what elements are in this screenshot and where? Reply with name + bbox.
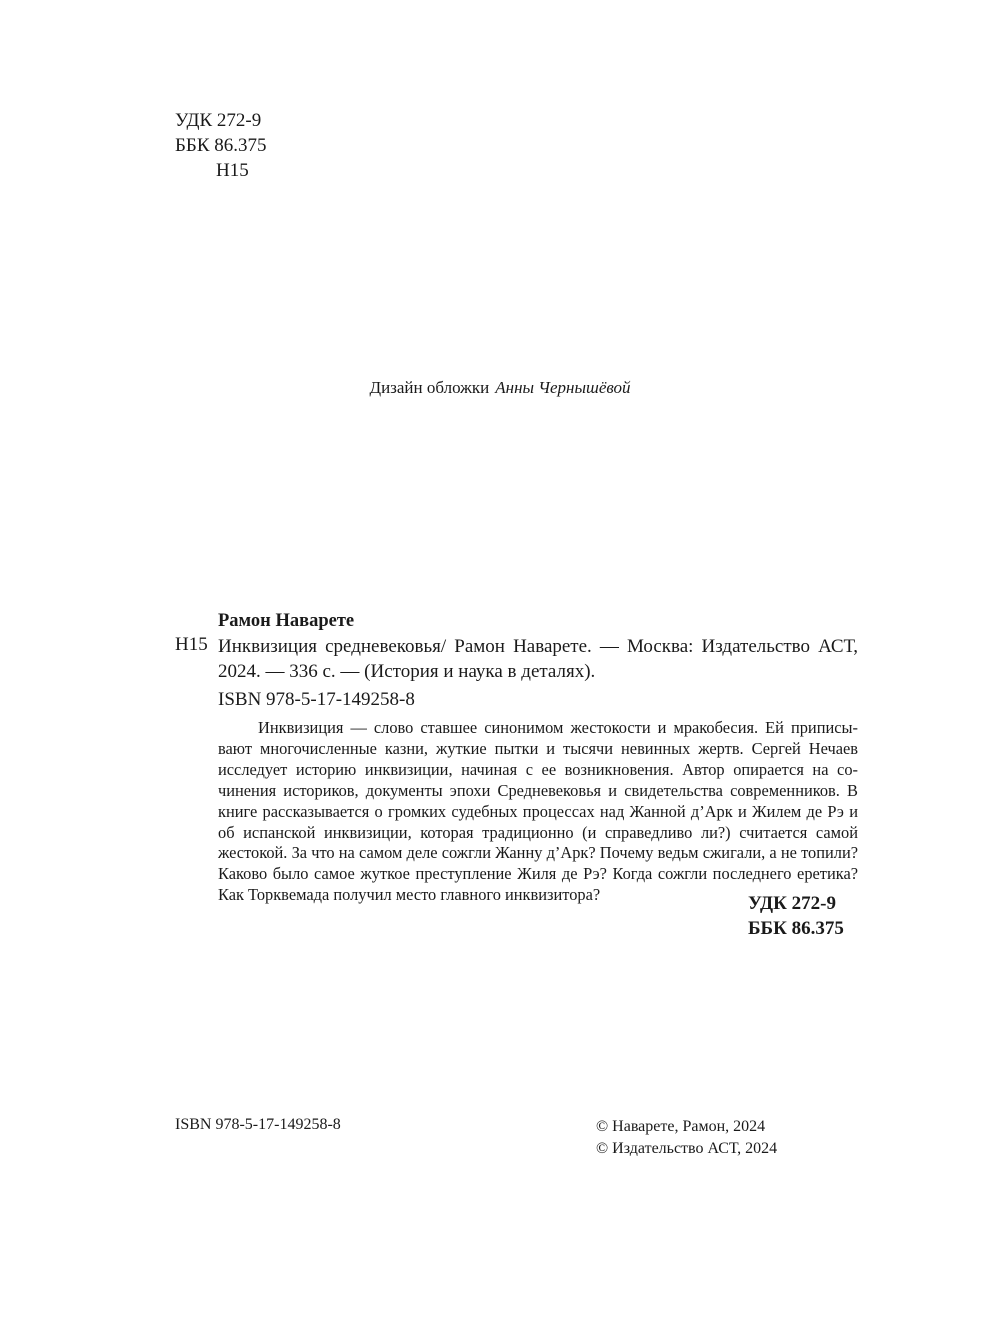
record-isbn: ISBN 978-5-17-149258-8 <box>218 689 415 710</box>
classification-block-record <box>748 891 844 941</box>
copyright-block <box>596 1116 777 1160</box>
record-bbk-code: ББК 86.375 <box>748 918 844 939</box>
copyright-author: © Наварете, Рамон, 2024 <box>596 1118 766 1135</box>
copyright-publisher: © Издательство АСТ, 2024 <box>596 1140 778 1157</box>
classification-block-top <box>175 108 267 183</box>
bbk-code: ББК 86.375 <box>175 135 267 156</box>
footer-isbn: ISBN 978-5-17-149258-8 <box>175 1116 341 1133</box>
bibliographic-description: Инквизиция средневековья/ Рамон Наварете. — Москва: Издательство АСТ, 2024. — 336 с. — (История и наука в деталях). <box>218 636 858 682</box>
annotation: Инквизиция — слово ставшее синонимом жестокости и мракобесия. Ей приписывают многочисленные казни, жуткие пытки и тысячи невинных жертв. Сергей Нечаев исследует историю инквизиции, начиная с ее возникновения. Автор опирается на сочинения историков, документы эпохи Средневековья и свидетельства современников. В книге рассказывается о громких судебных процессах над Жанной д’Арк и Жилем де Рэ и об испанской инквизиции, которая традиционно (и справедливо ли?) считается самой жестокой. За что на самом деле сожгли Жанну д’Арк? Почему ведьм сжигали, а не топили? Каково было самое жуткое преступление Жиля де Рэ? Когда сожгли последнего еретика? Как Торквемада получил место главного инквизитора? <box>218 718 858 905</box>
record-author-mark: Н15 <box>175 634 208 655</box>
author-heading: Рамон Наварете <box>218 611 355 631</box>
author-mark: Н15 <box>216 160 249 181</box>
record-udk-code: УДК 272-9 <box>748 893 836 914</box>
udk-code: УДК 272-9 <box>175 110 262 131</box>
cover-designer-name: Анны Чернышёвой <box>495 378 631 397</box>
cover-design-credit <box>0 378 1000 398</box>
cover-design-label: Дизайн обложки <box>369 378 490 397</box>
